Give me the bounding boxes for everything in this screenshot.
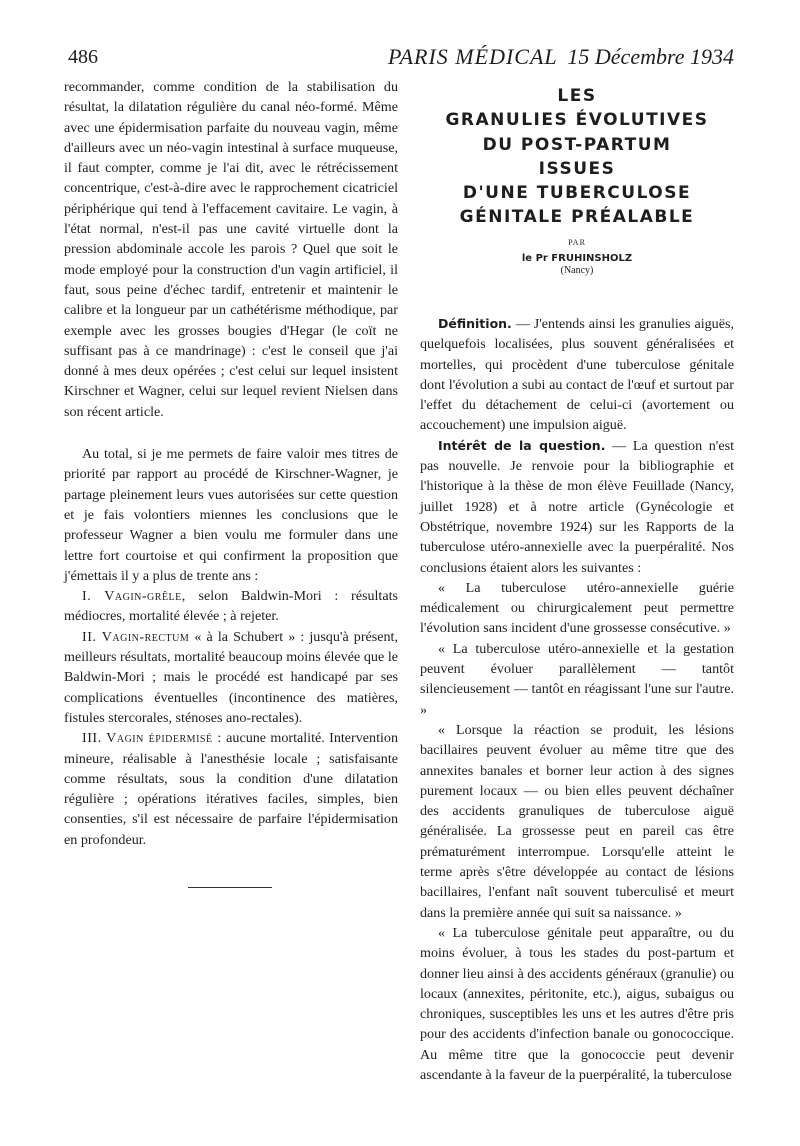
list-item-label: I. Vagin-grêle,: [82, 588, 186, 605]
section-divider: [188, 887, 272, 888]
byline-par: PAR: [568, 237, 586, 247]
title-line: DU POST-PARTUM: [482, 134, 672, 155]
paragraph: Au total, si je me permets de faire valoir mes titres de priorité par rapport au procédé de Kirschner-Wagner, je partage pleinement leurs vues autorisées sur cette question et je fais volontiers miennes les conclusions que le professeur Wagner a bien voulu me formuler dans une lettre fort courtoise et qui confirment la proposition que j'émettais il y a plus de trente ans :: [64, 446, 398, 584]
author-affiliation: (Nancy): [560, 264, 594, 276]
list-item-text: « à la Schubert » : jusqu'à présent, meilleurs résultats, mortalité beaucoup moins élevée que le Baldwin-Mori ; mais le procédé est handicapé par ses complications éventuelles (incontinence des matières, fistules stercorales, sténoses ano-rectales).: [64, 628, 398, 726]
list-item: [64, 586, 398, 627]
page-number: 486: [68, 46, 98, 68]
quote: « La tuberculose utéro-annexielle guérie médicalement ou chirurgicalement peut permettre l'évolution sans incident d'une grossesse consécutive. »: [420, 579, 734, 637]
issue-date: 15 Décembre 1934: [567, 44, 734, 69]
quote: « La tuberculose génitale peut apparaître, ou du moins évoluer, à tous les stades du post-partum et donner lieu ainsi à des accidents généraux (granulie) ou locaux (annexites, péritonite, etc.), aigus, subaigus ou chroniques, susceptibles les uns et les autres d'être pris pour des accidents d'infection banale ou gonococcique. Au même titre que la gonococcie peut devenir ascendante à la faveur de la puerpéralité, la tuberculose: [420, 924, 734, 1083]
right-column: [420, 314, 734, 1085]
left-column: [64, 77, 398, 850]
paragraph: recommander, comme condition de la stabilisation du résultat, la dilatation régulière du canal néo-formé. Même avec une épidermisation parfaite du nouveau vagin, même d'ailleurs avec un néo-vagin intestinal à surface muqueuse, il faut compter, comme je l'ai dit, avec le rétrécissement concentrique, c'est-à-dire avec le rapprochement cicatriciel périphérique qui tend à l'effacement cavitaire. Le vagin, à l'état normal, n'est-il pas une cavité virtuelle dont la pression abdominale accole les parois ? Quel que soit le mode employé pour la construction d'un vagin artificiel, il faut, sous peine d'échec tardif, entretenir et maintenir le calibre et la longueur par un cathétérisme méthodique, par exemple avec les grosses bougies d'Hegar (le coït ne suffisant pas à ce mandrinage) : c'est le conseil que j'ai donné à mes deux opérées ; c'est celui sur lequel insistent Kirschner et Wagner, celui sur lequel revient Nielsen dans son récent article.: [64, 79, 398, 420]
paragraph: [420, 436, 734, 578]
title-line: LES: [557, 86, 597, 106]
paragraph-text: — J'entends ainsi les granulies aiguës, quelquefois localisées, plus souvent généralisées et mortelles, qui procèdent d'une tuberculose génitale dont l'évolution a subi au contact de l'œuf et surtout par l'effet du détachement de celui-ci (avortement ou accouchement) une impulsion aiguë.: [420, 316, 734, 434]
list-item-text: aucune mortalité. Intervention mineure, réalisable à l'anesthésie locale ; satisfaisante comme résultats, sous la condition d'une dilatation régulière ; opérations itératives faciles, simples, bien consenties, s'il est nécessaire de parfaire l'épidermisation en profondeur.: [64, 730, 398, 848]
title-line: D'UNE TUBERCULOSE: [462, 183, 692, 204]
quote: « La tuberculose utéro-annexielle et la gestation peuvent évoluer parallèlement — tantôt silencieusement — tantôt en réagissant l'une sur l'autre. »: [420, 640, 734, 718]
list-item-label: III. Vagin épidermisé :: [82, 730, 222, 747]
list-item: [64, 728, 398, 850]
author-name: le Pr FRUHINSHOLZ: [521, 252, 633, 264]
page-header: [68, 44, 734, 74]
quote: « Lorsque la réaction se produit, les lésions bacillaires peuvent évoluer au même titre que des annexites banales et borner leur action à des signes purement locaux — ou bien elles peuvent déchaîner des accidents granuliques de tuberculose aiguë généralisée. La grossesse peut en pareil cas être prématurément interrompue. Lorsqu'elle atteint le terme après s'être développée au contact de lésions bacillaires, l'enfant naît souvent tuberculisé et meurt dans la première année qui suit sa naissance. »: [420, 721, 734, 921]
title-line: ISSUES: [538, 158, 616, 179]
section-label-interet: Intérêt de la question.: [438, 437, 606, 453]
list-item-text: selon Baldwin-Mori : résultats médiocres, mortalité élevée ; à rejeter.: [64, 588, 399, 625]
journal-title: PARIS MÉDICAL: [388, 44, 558, 69]
paragraph: [420, 314, 734, 436]
article-heading: [420, 84, 734, 276]
list-item-label: II. Vagin-rectum: [82, 628, 190, 645]
paragraph-text: — La question n'est pas nouvelle. Je renvoie pour la bibliographie et l'historique à la thèse de mon élève Feuillade (Nancy, juillet 1928) et à notre article (Gynécologie et Obstétrique, novembre 1924) sur les Rapports de la tuberculose utéro-annexielle avec la puerpéralité. Nos conclusions étaient alors les suivantes :: [420, 437, 735, 576]
section-label-definition: Définition.: [438, 316, 512, 331]
title-line: GRANULIES ÉVOLUTIVES: [445, 110, 709, 131]
list-item: [64, 627, 398, 728]
title-line: GÉNITALE PRÉALABLE: [459, 207, 695, 228]
